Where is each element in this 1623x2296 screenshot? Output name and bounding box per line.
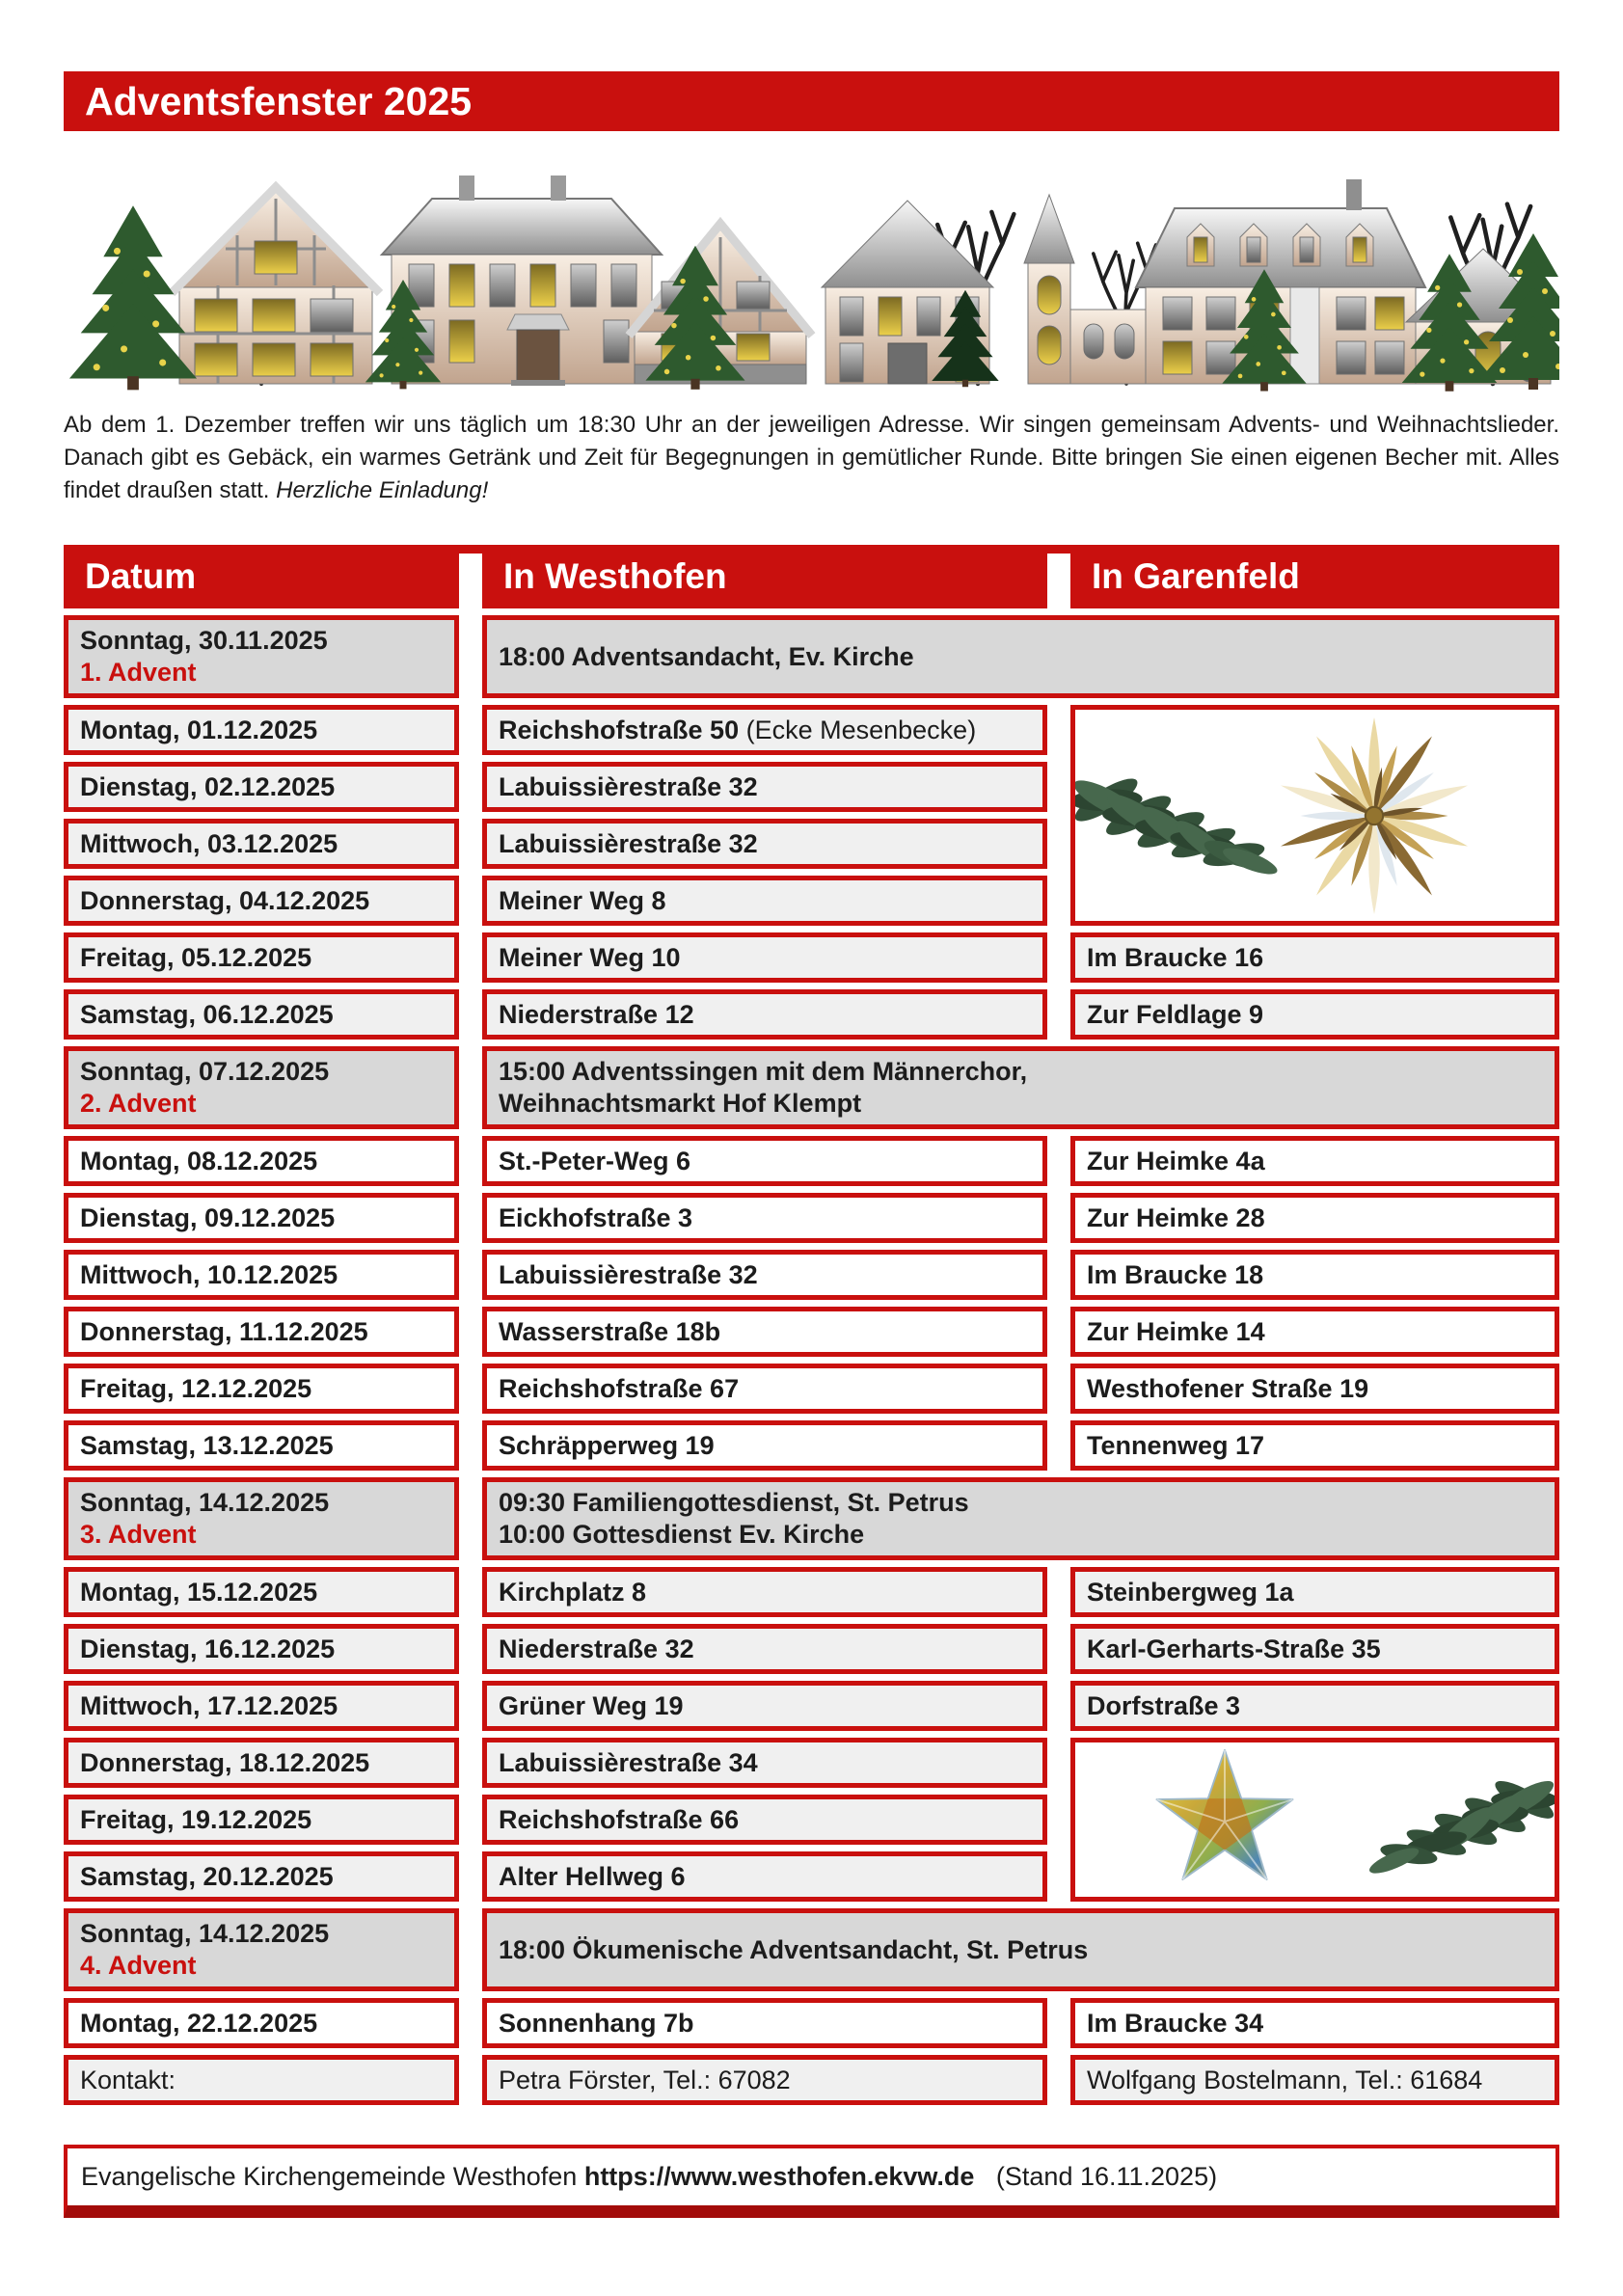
- address-cell-westhofen: Sonnenhang 7b: [482, 1998, 1047, 2048]
- address-cell-garenfeld: Im Braucke 34: [1070, 1998, 1559, 2048]
- date-cell: Freitag, 05.12.2025: [64, 932, 459, 983]
- intro-paragraph: [64, 409, 1559, 507]
- advent-label: 4. Advent: [80, 1951, 197, 1980]
- date-cell: Dienstag, 16.12.2025: [64, 1624, 459, 1674]
- decoration-cell-week3: [1070, 1738, 1559, 1902]
- advent-label: 1. Advent: [80, 658, 197, 687]
- address-cell-westhofen: Niederstraße 12: [482, 989, 1047, 1040]
- address-cell-westhofen: Reichshofstraße 67: [482, 1364, 1047, 1414]
- address-cell-garenfeld: Westhofener Straße 19: [1070, 1364, 1559, 1414]
- address-cell-garenfeld: Zur Heimke 28: [1070, 1193, 1559, 1243]
- address-cell-westhofen: Kirchplatz 8: [482, 1567, 1047, 1617]
- address-cell-westhofen: Reichshofstraße 66: [482, 1795, 1047, 1845]
- address-cell-westhofen: Labuissièrestraße 32: [482, 1250, 1047, 1300]
- date-cell: Mittwoch, 17.12.2025: [64, 1681, 459, 1731]
- date-cell: Mittwoch, 03.12.2025: [64, 819, 459, 869]
- contact-garenfeld: Wolfgang Bostelmann, Tel.: 61684: [1070, 2055, 1559, 2105]
- address-cell-garenfeld: Zur Feldlage 9: [1070, 989, 1559, 1040]
- address-cell-westhofen: Labuissièrestraße 32: [482, 819, 1047, 869]
- date-cell: Mittwoch, 10.12.2025: [64, 1250, 459, 1300]
- footer-stand: (Stand 16.11.2025): [974, 2162, 1218, 2191]
- advent-label: 2. Advent: [80, 1089, 197, 1118]
- date-cell: Dienstag, 02.12.2025: [64, 762, 459, 812]
- address-cell-westhofen: Schräpperweg 19: [482, 1420, 1047, 1471]
- house-icon: [172, 187, 380, 384]
- fir-branch-and-paper-star-icon: [1075, 710, 1555, 921]
- event-cell: 09:30 Familiengottesdienst, St. Petrus 10:00 Gottesdienst Ev. Kirche: [482, 1477, 1559, 1560]
- address-cell-garenfeld: Im Braucke 18: [1070, 1250, 1559, 1300]
- address-cell-garenfeld: Dorfstraße 3: [1070, 1681, 1559, 1731]
- column-header-westhofen: In Westhofen: [503, 556, 727, 596]
- date-cell: Dienstag, 09.12.2025: [64, 1193, 459, 1243]
- date-cell: Freitag, 19.12.2025: [64, 1795, 459, 1845]
- decoration-cell-week1: [1070, 705, 1559, 926]
- address-cell-westhofen: Labuissièrestraße 32: [482, 762, 1047, 812]
- date-cell: Donnerstag, 18.12.2025: [64, 1738, 459, 1788]
- address-cell-westhofen: Meiner Weg 10: [482, 932, 1047, 983]
- address-cell-westhofen: Alter Hellweg 6: [482, 1851, 1047, 1902]
- date-cell: Donnerstag, 04.12.2025: [64, 876, 459, 926]
- footer-text: Evangelische Kirchengemeinde Westhofen: [81, 2162, 584, 2191]
- date-cell: Sonntag, 30.11.2025 1. Advent: [64, 615, 459, 698]
- table-header: [64, 545, 1559, 608]
- contact-westhofen: Petra Förster, Tel.: 67082: [482, 2055, 1047, 2105]
- address-cell-westhofen: Meiner Weg 8: [482, 876, 1047, 926]
- address-cell-westhofen: St.-Peter-Weg 6: [482, 1136, 1047, 1186]
- intro-text: Ab dem 1. Dezember treffen wir uns täglich um 18:30 Uhr an der jeweiligen Adresse. Wir singen gemeinsam Advents- und Weihnachtslieder. Danach gibt es Gebäck, ein warmes Getränk und Zeit für Begegnungen in gemütlicher Runde. Bitte bringen Sie einen eigenen Becher mit. Alles findet draußen statt.: [64, 412, 1559, 503]
- village-illustration: [64, 135, 1559, 393]
- date-cell: Montag, 22.12.2025: [64, 1998, 459, 2048]
- crystal-star-and-fir-branch-icon: [1075, 1742, 1555, 1897]
- address-cell-garenfeld: Im Braucke 16: [1070, 932, 1559, 983]
- address-cell-westhofen: Grüner Weg 19: [482, 1681, 1047, 1731]
- contact-label: Kontakt:: [64, 2055, 459, 2105]
- date-cell: Sonntag, 14.12.2025 4. Advent: [64, 1908, 459, 1991]
- page-title: Adventsfenster 2025: [64, 71, 1559, 131]
- event-cell: 18:00 Ökumenische Adventsandacht, St. Petrus: [482, 1908, 1559, 1991]
- header-gap: [1047, 554, 1070, 608]
- address-cell-garenfeld: Steinbergweg 1a: [1070, 1567, 1559, 1617]
- event-cell: 15:00 Adventssingen mit dem Männerchor, Weihnachtsmarkt Hof Klempt: [482, 1046, 1559, 1129]
- column-header-garenfeld: In Garenfeld: [1092, 556, 1300, 596]
- footer-bar: [64, 2145, 1559, 2218]
- date-cell: Montag, 15.12.2025: [64, 1567, 459, 1617]
- date-cell: Samstag, 13.12.2025: [64, 1420, 459, 1471]
- winter-village-icon: [64, 135, 1559, 393]
- address-cell-westhofen: Labuissièrestraße 34: [482, 1738, 1047, 1788]
- address-cell-westhofen: Eickhofstraße 3: [482, 1193, 1047, 1243]
- advent-schedule-table: [64, 545, 1559, 2105]
- address-cell-westhofen: Reichshofstraße 50 (Ecke Mesenbecke): [482, 705, 1047, 755]
- date-cell: Sonntag, 07.12.2025 2. Advent: [64, 1046, 459, 1129]
- address-cell-garenfeld: Karl-Gerharts-Straße 35: [1070, 1624, 1559, 1674]
- date-cell: Donnerstag, 11.12.2025: [64, 1307, 459, 1357]
- address-cell-westhofen: Niederstraße 32: [482, 1624, 1047, 1674]
- date-cell: Montag, 08.12.2025: [64, 1136, 459, 1186]
- date-cell: Sonntag, 14.12.2025 3. Advent: [64, 1477, 459, 1560]
- date-cell: Freitag, 12.12.2025: [64, 1364, 459, 1414]
- date-cell: Montag, 01.12.2025: [64, 705, 459, 755]
- column-header-datum: Datum: [85, 556, 197, 596]
- advent-label: 3. Advent: [80, 1520, 197, 1549]
- address-cell-westhofen: Wasserstraße 18b: [482, 1307, 1047, 1357]
- footer-url: https://www.westhofen.ekvw.de: [583, 2162, 975, 2191]
- event-cell: 18:00 Adventsandacht, Ev. Kirche: [482, 615, 1559, 698]
- header-gap: [459, 554, 482, 608]
- date-cell: Samstag, 20.12.2025: [64, 1851, 459, 1902]
- address-cell-garenfeld: Tennenweg 17: [1070, 1420, 1559, 1471]
- date-cell: Samstag, 06.12.2025: [64, 989, 459, 1040]
- address-cell-garenfeld: Zur Heimke 4a: [1070, 1136, 1559, 1186]
- church-icon: [1024, 195, 1148, 384]
- intro-emphasis: Herzliche Einladung!: [276, 477, 489, 503]
- address-cell-garenfeld: Zur Heimke 14: [1070, 1307, 1559, 1357]
